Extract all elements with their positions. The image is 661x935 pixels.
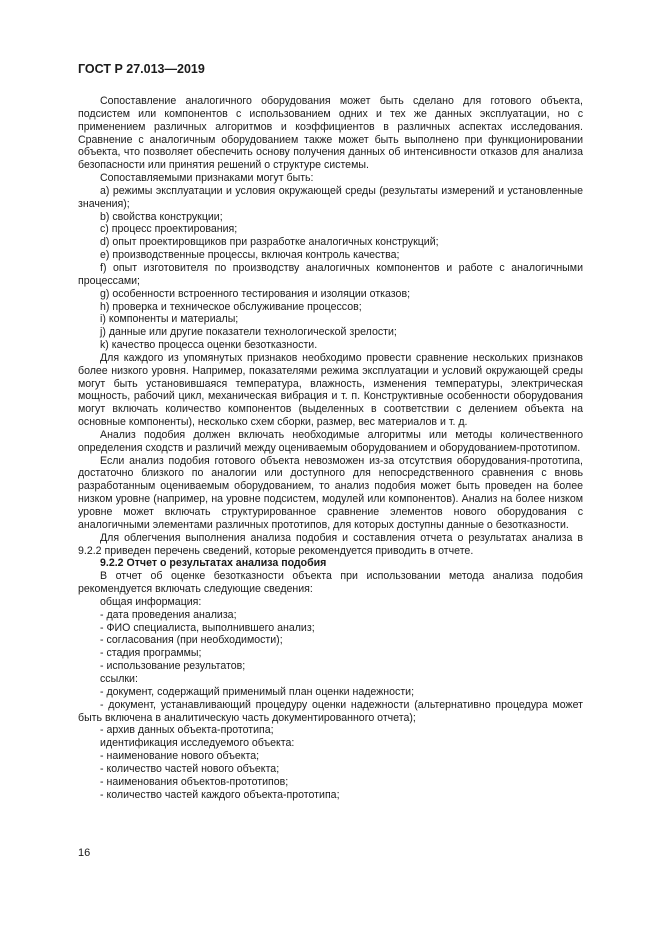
list-item-sign: i) компоненты и материалы;	[100, 313, 239, 326]
paragraph-intro: Сопоставление аналогичного оборудования может быть сделано для готового объекта, подсистем или компонентов с использованием одних и тех же данных эксплуатации, но с применением различных алгоритмов и коэффициентов в различных аспектах исследования. Сравнение с аналогичным оборудованием также может быть выполнено при функционировании объекта, что позволяет обеспечить основу получения данных об интенсивности отказов для анализа безопасности или принятия решений о структуре системы.	[78, 95, 583, 172]
list-item-sign: k) качество процесса оценки безотказности.	[100, 339, 318, 352]
list-item-general: - использование результатов;	[100, 660, 246, 673]
body-text	[78, 95, 583, 801]
list-item-sign: c) процесс проектирования;	[100, 223, 238, 236]
list-item-sign: а) режимы эксплуатации и условия окружающей среды (результаты измерений и установленные значения);	[78, 184, 583, 210]
list-item-sign: e) производственные процессы, включая контроль качества;	[100, 249, 400, 262]
paragraph-signs-lead: Сопоставляемыми признаками могут быть:	[100, 172, 314, 185]
list-item-ident: - количество частей каждого объекта-прототипа;	[100, 788, 340, 801]
list-item-sign: f) опыт изготовителя по производству аналогичных компонентов и работе с аналогичными процессами;	[78, 261, 583, 287]
list-item-general: - согласования (при необходимости);	[100, 634, 283, 647]
list-item-sign: d) опыт проектировщиков при разработке аналогичных конструкций;	[100, 236, 439, 249]
list-item-ident: - наименования объектов-прототипов;	[100, 775, 289, 788]
list-item-ident: - наименование нового объекта;	[100, 750, 260, 763]
paragraph-algorithms: Анализ подобия должен включать необходимые алгоритмы или методы количественного определения сходств и различий между оцениваемым оборудованием и оборудованием-прототипом.	[78, 428, 583, 454]
page-number: 16	[78, 847, 91, 859]
list-item-general: - дата проведения анализа;	[100, 608, 237, 621]
list-item-sign: b) свойства конструкции;	[100, 210, 223, 223]
document-header: ГОСТ Р 27.013—2019	[78, 62, 205, 76]
list-item-general: - стадия программы;	[100, 647, 202, 660]
list-item-ref: - документ, устанавливающий процедуру оценки надежности (альтернативно процедура может быть включена в аналитическую часть документированного отчета);	[78, 698, 583, 724]
group-label-refs: ссылки:	[100, 672, 138, 685]
list-item-ref: - документ, содержащий применимый план оценки надежности;	[100, 685, 415, 698]
list-item-sign: j) данные или другие показатели технологической зрелости;	[100, 326, 397, 339]
group-label-general: общая информация:	[100, 595, 202, 608]
paragraph-report-lead: В отчет об оценке безотказности объекта при использовании метода анализа подобия рекомендуется включать следующие сведения:	[78, 570, 583, 596]
group-label-ident: идентификация исследуемого объекта:	[100, 737, 295, 750]
list-item-sign: g) особенности встроенного тестирования и изоляции отказов;	[100, 287, 411, 300]
list-item-ref: - архив данных объекта-прототипа;	[100, 724, 274, 737]
list-item-ident: - количество частей нового объекта;	[100, 762, 280, 775]
paragraph-report-note: Для облегчения выполнения анализа подобия и составления отчета о результатах анализа в 9.2.2 приведен перечень сведений, которые рекомендуется приводить в отчете.	[78, 531, 583, 557]
list-item-general: - ФИО специалиста, выполнившего анализ;	[100, 621, 315, 634]
section-heading: 9.2.2 Отчет о результатах анализа подобия	[100, 557, 327, 570]
paragraph-lower-level: Для каждого из упомянутых признаков необходимо провести сравнение нескольких признаков более низкого уровня. Например, показателями режима эксплуатации и условий окружающей среды могут быть установившаяся температура, влажность, изменения температуры, электрическая мощность, рабочий цикл, механическая вибрация и т. п. Конструктивные особенности оборудования могут включать количество компонентов (выделенных в соответствии с делением объекта на основные компоненты), несколько схем сборки, размер, вес материалов и т. д.	[78, 351, 583, 429]
list-item-sign: h) проверка и техническое обслуживание процессов;	[100, 300, 362, 313]
paragraph-ready-object: Если анализ подобия готового объекта невозможен из-за отсутствия оборудования-прототипа, достаточно близкого по аналогии или доступного для непосредственного сравнения с вновь разработанным оцениваемым оборудованием, то анализ подобия может быть проведен на более низком уровне (например, на уровне подсистем, модулей или компонентов). Анализ на более низком уровне может включать структурированное сравнение элементов нового оборудования с аналогичными элементами различных прототипов, для которых доступны данные о безотказности.	[78, 454, 583, 531]
